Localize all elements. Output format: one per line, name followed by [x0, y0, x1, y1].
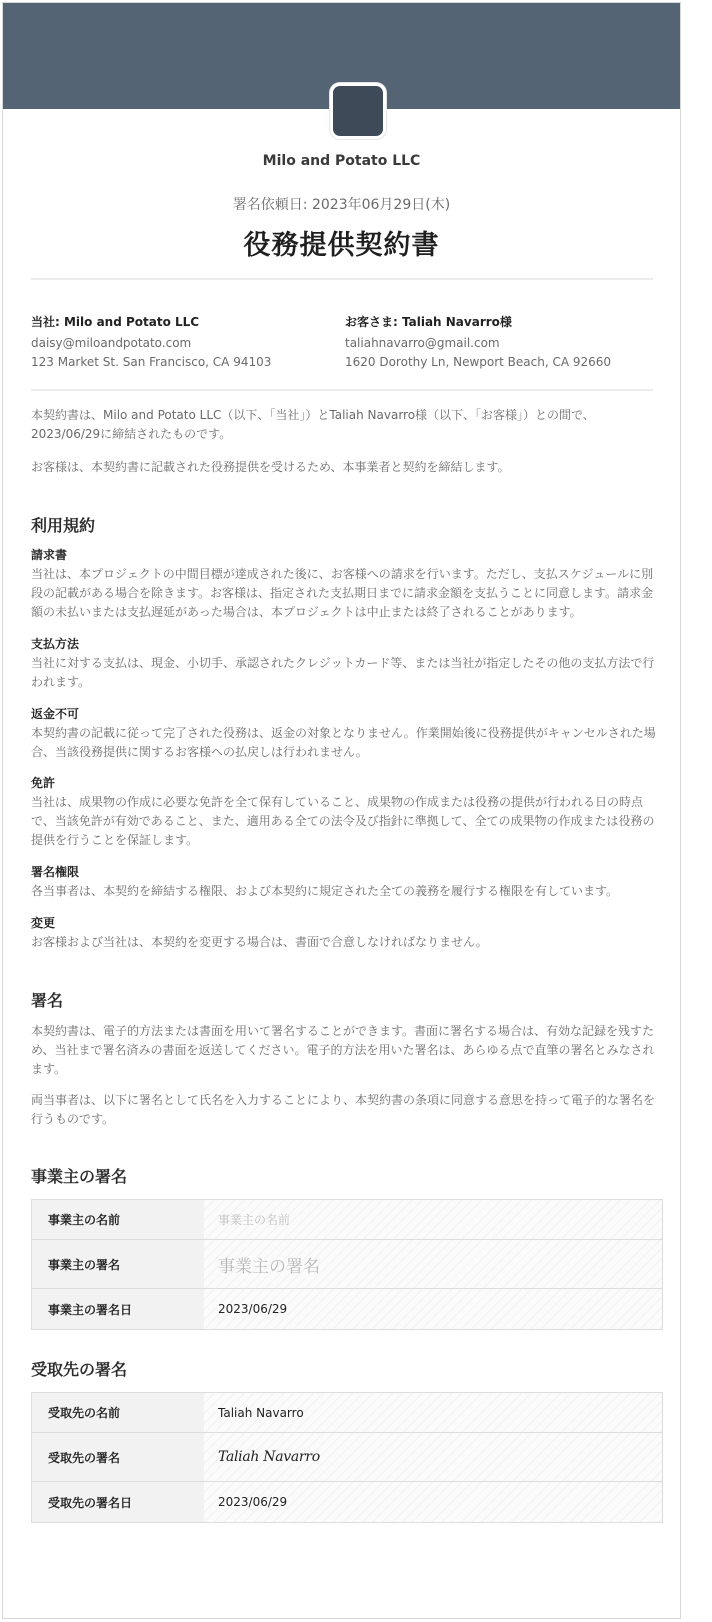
signature-heading: 署名	[31, 991, 64, 1010]
provider-email: daisy@miloandpotato.com	[31, 336, 192, 350]
company-name: Milo and Potato LLC	[262, 153, 421, 169]
sig-row-date	[32, 1289, 662, 1329]
term-body: 当社は、成果物の作成に必要な免許を全て保有していること、成果物の作成または役務の提供が行われる日の時点で、当該免許が有効であること、また、適用ある全ての法令及び指針に準拠して、全ての成果物の作成または役務の提供を行うことを保証します。	[31, 795, 655, 847]
provider-signature-heading: 事業主の署名	[31, 1167, 128, 1186]
sig-label: 受取先の名前	[32, 1393, 204, 1432]
terms-heading: 利用規約	[31, 516, 96, 535]
term-title: 請求書	[31, 548, 68, 562]
provider-date-field[interactable]: 2023/06/29	[204, 1289, 662, 1329]
term-title: 変更	[31, 916, 56, 930]
client-date-field[interactable]: 2023/06/29	[204, 1482, 662, 1522]
request-date: 署名依頼日: 2023年06月29日(木)	[232, 197, 451, 213]
signature-paragraph: 両当事者は、以下に署名として氏名を入力することにより、本契約書の条項に同意する意思を持って電子的な署名を行うものです。	[31, 1093, 656, 1126]
provider-name-field[interactable]: 事業主の名前	[204, 1200, 662, 1239]
sig-label: 受取先の署名日	[32, 1482, 204, 1522]
sig-row-signature	[32, 1240, 662, 1289]
term-amendment	[31, 914, 661, 952]
sig-label: 事業主の名前	[32, 1200, 204, 1239]
client-signature-field[interactable]: Taliah Navarro	[204, 1433, 662, 1481]
term-body: 当社は、本プロジェクトの中間目標が達成された後に、お客様への請求を行います。ただし、支払スケジュールに別段の記載がある場合を除きます。お客様は、指定された支払期日までに請求金額を支払うことに同意します。請求金額の未払いまたは支払遅延があった場合は、本プロジェクトは中止または終了されることがあります。	[31, 567, 654, 619]
term-title: 署名権限	[31, 865, 80, 879]
sig-row-name	[32, 1393, 662, 1433]
client-email: taliahnavarro@gmail.com	[345, 336, 500, 350]
sig-label: 受取先の署名	[32, 1433, 204, 1481]
provider-signature-field[interactable]: 事業主の署名	[204, 1240, 662, 1288]
company-logo	[330, 83, 386, 139]
divider	[31, 278, 653, 280]
provider-address: 123 Market St. San Francisco, CA 94103	[31, 355, 272, 369]
document-title: 役務提供契約書	[243, 230, 440, 261]
term-license	[31, 774, 661, 850]
term-title: 返金不可	[31, 707, 80, 721]
sig-row-date	[32, 1482, 662, 1522]
term-body: お客様および当社は、本契約を変更する場合は、書面で合意しなければなりません。	[31, 935, 488, 949]
term-body: 当社に対する支払は、現金、小切手、承認されたクレジットカード等、または当社が指定したその他の支払方法で行われます。	[31, 656, 655, 689]
divider	[31, 389, 653, 391]
client-info	[345, 313, 611, 372]
sig-row-name	[32, 1200, 662, 1240]
term-no-refund	[31, 705, 661, 762]
provider-info	[31, 313, 271, 372]
intro-paragraph: 本契約書は、Milo and Potato LLC（以下、「当社」）とTaliah Navarro様（以下、「お客様」）との間で、2023/06/29に締結されたものです。	[31, 408, 595, 441]
term-title: 支払方法	[31, 637, 80, 651]
sig-row-signature	[32, 1433, 662, 1482]
term-payment-method	[31, 635, 661, 692]
term-body: 各当事者は、本契約を締結する権限、および本契約に規定された全ての義務を履行する権限を有しています。	[31, 884, 619, 898]
client-name-field[interactable]: Taliah Navarro	[204, 1393, 662, 1432]
contract-document	[2, 2, 681, 1619]
signature-paragraph: 本契約書は、電子的方法または書面を用いて署名することができます。書面に署名する場合は、有効な記録を残すため、当社まで署名済みの書面を返送してください。電子的方法を用いた署名は、あらゆる点で直筆の署名とみなされます。	[31, 1024, 655, 1076]
provider-heading: 当社: Milo and Potato LLC	[31, 315, 200, 329]
client-signature-table	[31, 1392, 663, 1523]
client-signature-heading: 受取先の署名	[31, 1360, 128, 1379]
term-title: 免許	[31, 776, 56, 790]
provider-signature-table	[31, 1199, 663, 1330]
intro-paragraph: お客様は、本契約書に記載された役務提供を受けるため、本事業者と契約を締結します。	[31, 460, 510, 474]
client-address: 1620 Dorothy Ln, Newport Beach, CA 92660	[345, 355, 612, 369]
term-invoice	[31, 546, 661, 622]
sig-label: 事業主の署名	[32, 1240, 204, 1288]
term-authority	[31, 863, 661, 901]
client-heading: お客さま: Taliah Navarro様	[345, 315, 512, 329]
sig-label: 事業主の署名日	[32, 1289, 204, 1329]
term-body: 本契約書の記載に従って完了された役務は、返金の対象となりません。作業開始後に役務提供がキャンセルされた場合、当該役務提供に関するお客様への払戻しは行われません。	[31, 726, 656, 759]
